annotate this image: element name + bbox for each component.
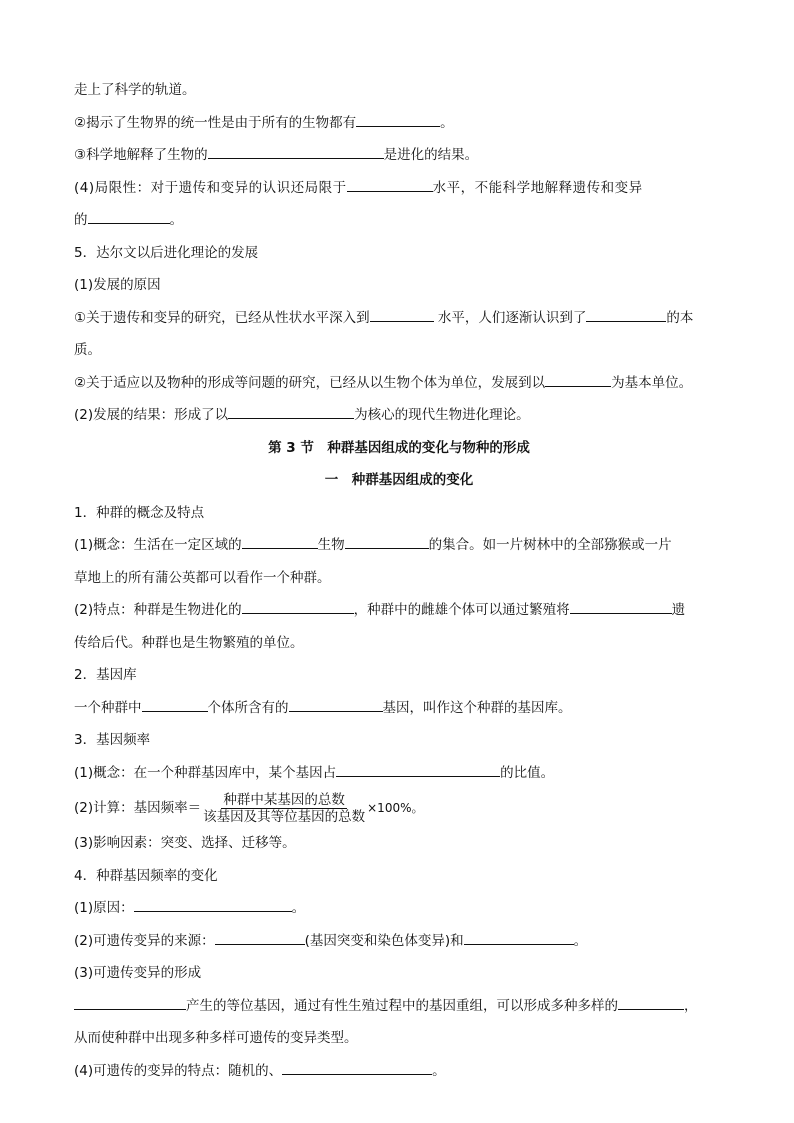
fill-blank[interactable] [370, 303, 434, 322]
fill-blank[interactable] [142, 693, 208, 712]
fill-blank[interactable] [345, 530, 429, 549]
heading: 5．达尔文以后进化理论的发展 [74, 244, 259, 261]
text-line: 的 。 [74, 204, 724, 237]
heading: 1．种群的概念及特点 [74, 504, 205, 521]
fill-blank[interactable] [336, 758, 500, 777]
text-line: 质。 [74, 342, 101, 358]
text-line: 产生的等位基因，通过有性生殖过程中的基因重组，可以形成多种多样的 ， [74, 990, 724, 1023]
fill-blank[interactable] [134, 893, 292, 912]
text-line: (4)可遗传的变异的特点：随机的、 。 [74, 1055, 724, 1088]
text-line: (2)发展的结果：形成了以 为核心的现代生物进化理论。 [74, 399, 724, 432]
heading: 2．基因库 [74, 667, 137, 683]
text-line: ①关于遗传和变异的研究，已经从性状水平深入到 水平，人们逐渐认识到了 的本 [74, 302, 724, 335]
fraction-numerator: 种群中某基因的总数 [223, 791, 345, 808]
text-line: 传给后代。种群也是生物繁殖的单位。 [74, 634, 304, 651]
fraction [201, 792, 367, 825]
text-line: (1)原因： 。 [74, 892, 724, 925]
fill-blank[interactable] [242, 530, 318, 549]
text-line: (1)概念：在一个种群基因库中，某个基因占 的比值。 [74, 757, 724, 790]
text-line: 从而使种群中出现多种多样可遗传的变异类型。 [74, 1030, 358, 1046]
heading: 3．基因频率 [74, 732, 151, 748]
text-line: 草地上的所有蒲公英都可以看作一个种群。 [74, 569, 331, 586]
fill-blank[interactable] [347, 173, 433, 192]
fill-blank[interactable] [74, 991, 186, 1010]
fill-blank[interactable] [464, 926, 574, 945]
heading: 4．种群基因频率的变化 [74, 867, 218, 884]
text-line: (1)概念：生活在一定区域的 生物 的集合。如一片树林中的全部猕猴或一片 [74, 529, 724, 562]
fill-blank[interactable] [356, 108, 440, 127]
section-title: 第 3 节 种群基因组成的变化与物种的形成 [268, 439, 530, 456]
fill-blank[interactable] [570, 595, 672, 614]
text-line: (3)影响因素：突变、选择、迁移等。 [74, 835, 296, 851]
text-line: ②关于适应以及物种的形成等问题的研究，已经从以生物个体为单位，发展到以 为基本单位。 [74, 367, 724, 400]
fill-blank[interactable] [618, 991, 684, 1010]
text-line: (4)局限性：对于遗传和变异的认识还局限于 水平，不能科学地解释遗传和变异 [74, 172, 724, 205]
fill-blank[interactable] [289, 693, 383, 712]
text-line: (2)特点：种群是生物进化的 ，种群中的雌雄个体可以通过繁殖将 遗 [74, 594, 724, 627]
subsection-title: 一 种群基因组成的变化 [324, 472, 474, 488]
text-line: ②揭示了生物界的统一性是由于所有的生物都有 。 [74, 107, 724, 140]
fill-blank[interactable] [586, 303, 666, 322]
fraction-denominator: 该基因及其等位基因的总数 [203, 808, 366, 825]
text-line: ③科学地解释了生物的 是进化的结果。 [74, 139, 724, 172]
fill-blank[interactable] [228, 400, 354, 419]
fill-blank[interactable] [545, 368, 611, 387]
formula-line: (2)计算：基因频率＝ $\frac{\text{种群中某基因的总数}}{\text{该基因及其等位基因的总数}}$ ×100%。 [74, 791, 424, 825]
text-line: (2)可遗传变异的来源： (基因突变和染色体变异)和 。 [74, 925, 724, 958]
text-line: (1)发展的原因 [74, 277, 161, 293]
text-line: (3)可遗传变异的形成 [74, 965, 202, 981]
fill-blank[interactable] [242, 595, 354, 614]
fill-blank[interactable] [88, 205, 170, 224]
fill-blank[interactable] [282, 1056, 432, 1075]
fill-blank[interactable] [215, 926, 305, 945]
fill-blank[interactable] [208, 140, 384, 159]
document-page [74, 74, 724, 1087]
text-line: 一个种群中 个体所含有的 基因，叫作这个种群的基因库。 [74, 692, 724, 725]
text-line: 走上了科学的轨道。 [74, 82, 196, 98]
